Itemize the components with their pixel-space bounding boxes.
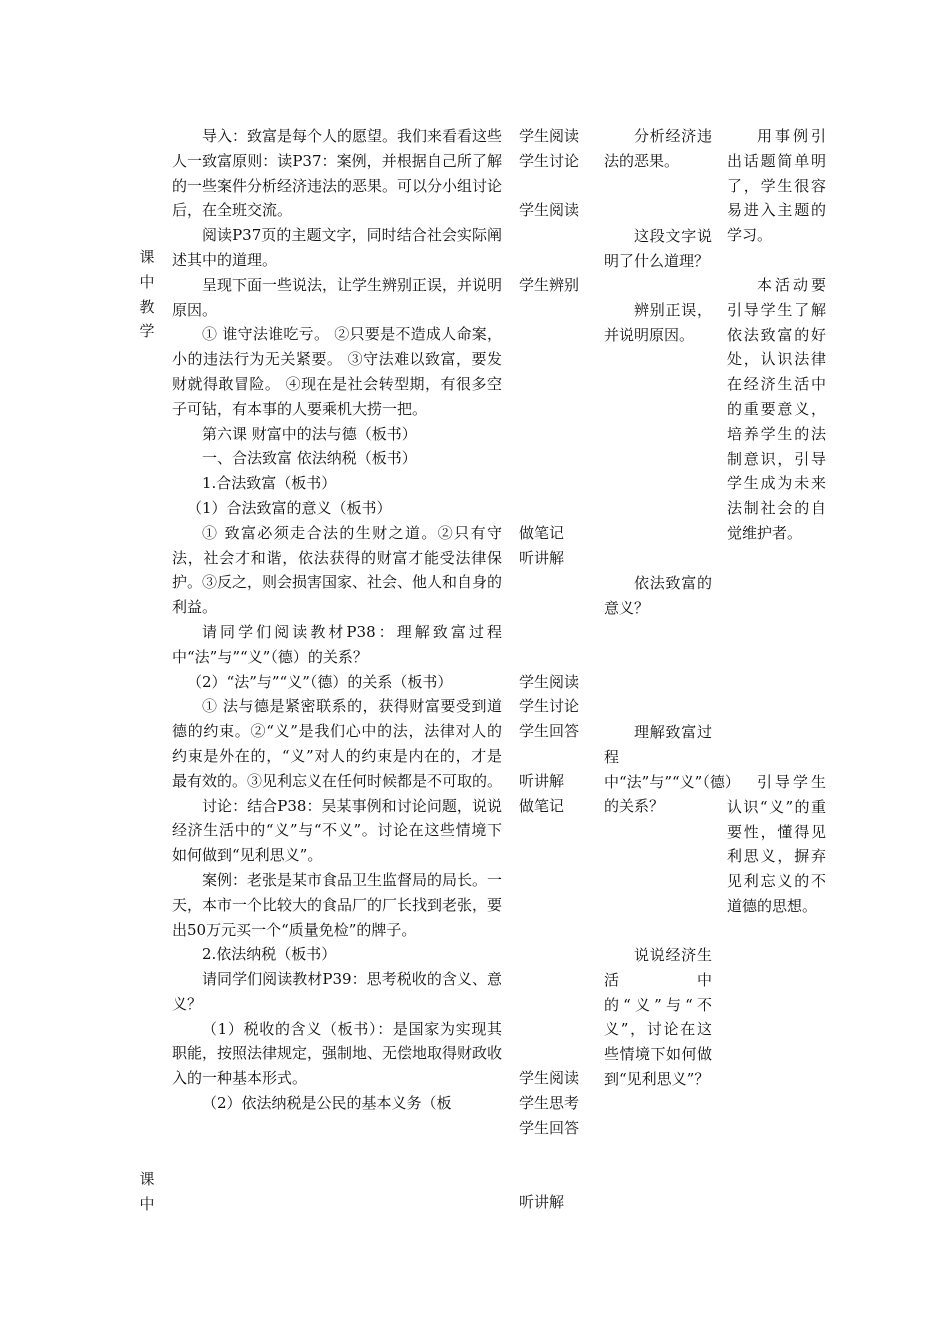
paragraph-read-p38: 请同学们阅读教材P38：理解致富过程中“法”与”“义”（德）的关系？	[172, 622, 502, 666]
paragraph-reading: 阅读P37页的主题文字，同时结合社会实际阐述其中的道理。	[172, 226, 502, 269]
paragraph-significance: ① 致富必须走合法的生财之道。②只有守法，社会才和谐，依法获得的财富才能受法律保护。③反之，则会损害国家、社会、他人和自身的利益。	[172, 523, 503, 617]
activity-line: 听讲解	[519, 548, 565, 567]
activity-line: 学生讨论	[519, 151, 580, 170]
activity-line: 听讲解	[519, 1193, 565, 1212]
activity-line	[519, 248, 591, 273]
intent-item: 引导学生认识“义”的重要性，懂得见利思义，摒弃见利忘义的不道德的思想。	[727, 773, 826, 915]
stage-char: 中	[139, 272, 155, 291]
paragraph-discussion: 讨论：结合P38：吴某事例和讨论问题，说说经济生活中的“义”与“不义”。讨论在这些情境下如何做到“见利思义”。	[172, 796, 502, 865]
question-item: 辨别正误，并说明原因。	[604, 301, 712, 344]
paragraph-law-morality: ① 法与德是紧密联系的，获得财富要受到道德的约束。②“义”是我们心中的法，法律对人的约束是外在的，“义”对人的约束是内在的，才是最有效的。③见利忘义在任何时候都是不可取的。	[172, 697, 503, 790]
point-heading: （2）“法”与”“义”（德）的关系（板书）	[187, 672, 453, 691]
activity-line: 学生讨论	[519, 697, 580, 716]
activity-line: 学生回答	[519, 1118, 580, 1137]
activity-line: 学生回答	[519, 722, 580, 741]
stage-label-teaching	[138, 245, 156, 344]
subsection-heading: 2.依法纳税（板书）	[202, 945, 337, 964]
paragraph-tax-meaning: （1）税收的含义（板书）：是国家为实现其职能，按照法律规定，强制地、无偿地取得财政收入的一种基本形式。	[172, 1019, 503, 1088]
paragraph-read-p39: 请同学们阅读教材P39：思考税收的含义、意义？	[172, 970, 502, 1013]
paragraph-case: 案例：老张是某市食品卫生监督局的局长。一天，本市一个比较大的食品厂的厂长找到老张，要出50万元买一个“质量免检”的牌子。	[172, 870, 503, 939]
stage-char: 中	[139, 1194, 155, 1213]
activity-line: 学生思考	[519, 1094, 580, 1113]
stage-char: 教	[139, 297, 155, 316]
subsection-heading: 1.合法致富（板书）	[202, 474, 337, 493]
paragraph-tax-duty: （2）依法纳税是公民的基本义务（板	[202, 1094, 452, 1113]
paragraph-statements: ① 谁守法谁吃亏。 ②只要是不造成人命案，小的违法行为无关紧要。 ③守法难以致富，要发财就得敢冒险。 ④现在是社会转型期，有很多空子可钻，有本事的人要乘机大捞一把。	[172, 325, 502, 418]
stage-char: 学	[139, 322, 155, 341]
question-item: 说说经济生活中的“义”与“不义”，讨论在这些情境下如何做到“见利思义”？	[604, 946, 712, 1088]
question-item: 这段文字说明了什么道理？	[604, 227, 712, 270]
activity-line	[519, 223, 591, 248]
activity-line: 学生阅读	[519, 201, 580, 220]
question-item: 分析经济违法的恶果。	[604, 127, 712, 170]
activity-line: 学生辨别	[519, 275, 580, 294]
point-heading: （1）合法致富的意义（板书）	[187, 498, 392, 517]
stage-char: 课	[139, 1170, 155, 1188]
paragraph-present: 呈现下面一些说法，让学生辨别正误，并说明原因。	[172, 275, 503, 319]
stage-char: 课	[139, 248, 155, 266]
section-heading: 一、合法致富 依法纳税（板书）	[202, 449, 417, 468]
lesson-title: 第六课 财富中的法与德（板书）	[202, 424, 417, 443]
paragraph-intro: 导入：致富是每个人的愿望。我们来看看这些人一致富原则：读P37：案例，并根据自己所了解的一些案件分析经济违法的恶果。可以分小组讨论后，在全班交流。	[172, 127, 503, 220]
activity-line: 学生阅读	[519, 127, 580, 145]
activity-line: 学生阅读	[519, 1069, 580, 1088]
question-item: 依法致富的意义？	[604, 574, 712, 617]
teaching-content	[172, 124, 502, 1116]
activity-line: 做笔记	[519, 523, 565, 542]
activity-line: 学生阅读	[519, 672, 580, 691]
activity-line: 听讲解	[519, 771, 565, 790]
activity-line	[519, 174, 591, 199]
intent-item: 本活动要引导学生了解依法致富的好处，认识法律在经济生活中的重要意义，培养学生的法制意识，引导学生成为未来法制社会的自觉维护者。	[727, 276, 826, 542]
question-item: 理解致富过程中“法”与”“义”（德）的关系？	[604, 723, 740, 816]
activity-line: 做笔记	[519, 796, 565, 815]
student-activities	[519, 124, 591, 1215]
stage-label-continued	[138, 1167, 156, 1217]
intent-item: 用事例引出话题简单明了，学生很容易进入主题的学习。	[727, 127, 826, 245]
